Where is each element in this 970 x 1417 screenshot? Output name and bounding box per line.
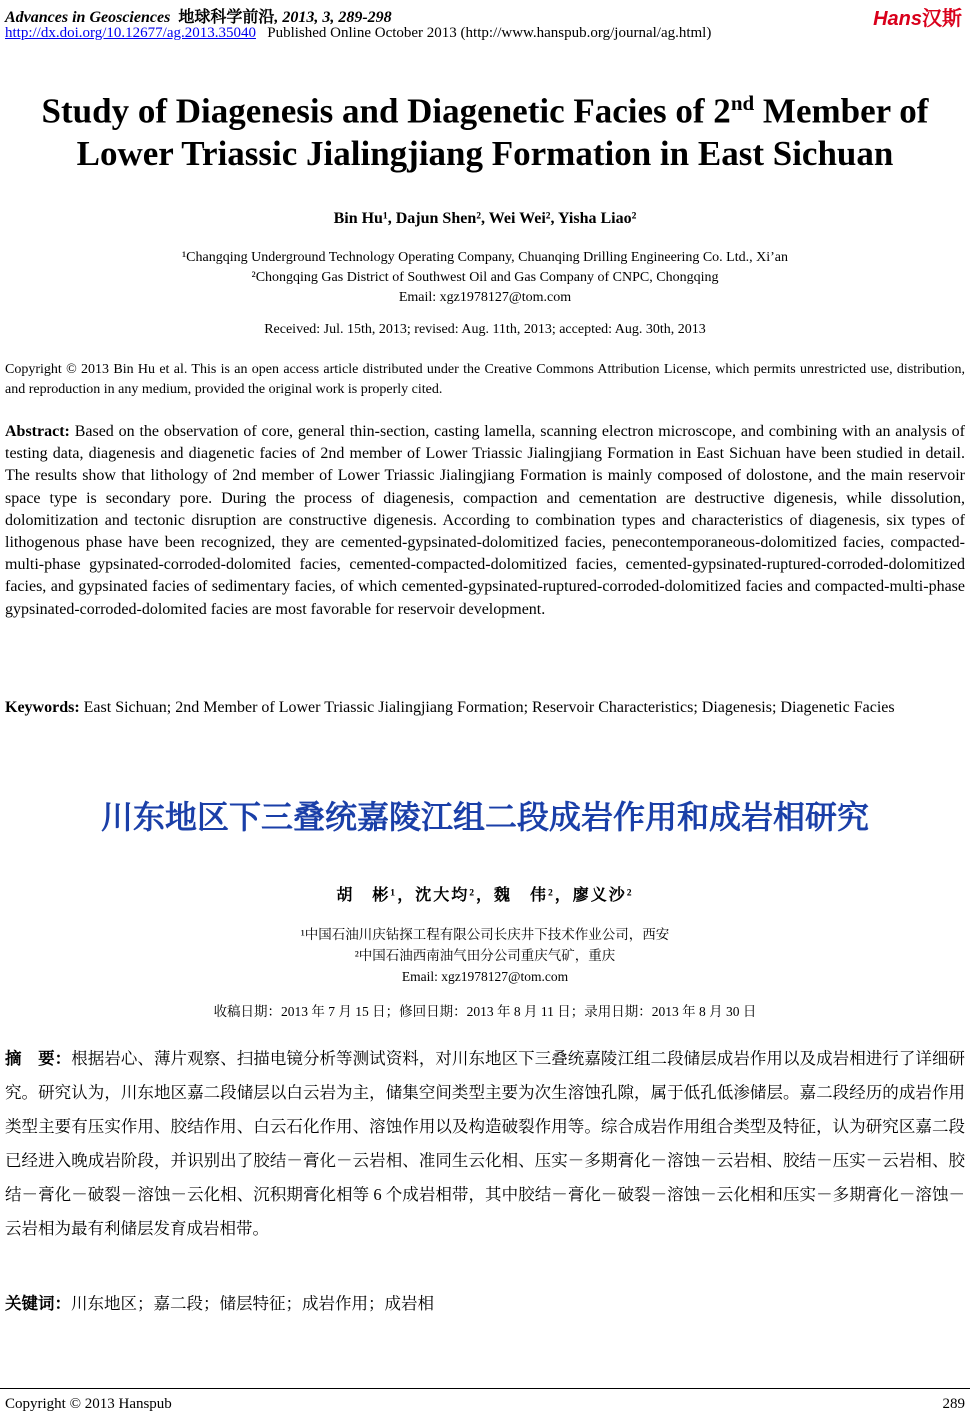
page-number: 289 [942, 1396, 965, 1412]
doi-link[interactable]: http://dx.doi.org/10.12677/ag.2013.35040 [5, 25, 256, 41]
keywords [5, 697, 965, 719]
copyright-notice: Copyright © 2013 Bin Hu et al. This is an open access article distributed under the Creative Commons Attribution License, which permits unrestricted use, distribution, and reproduction in any medium, provided the original work is properly cited. [5, 362, 965, 397]
affiliation: ²中国石油西南油气田分公司重庆气矿，重庆 [354, 948, 616, 963]
paper-title [0, 82, 970, 175]
cn-title: 川东地区下三叠统嘉陵江组二段成岩作用和成岩相研究 [100, 798, 869, 836]
cn-keywords [5, 1290, 434, 1314]
cn-keywords-label: 关键词： [5, 1294, 71, 1313]
email: Email: xgz1978127@tom.com [401, 969, 569, 984]
footer-copyright: Copyright © 2013 Hanspub [5, 1396, 172, 1412]
journal-name-cn: 地球科学前沿 [178, 9, 275, 26]
title-sup: nd [730, 91, 755, 115]
footer-rule [0, 1388, 970, 1389]
title-part: Member of [754, 91, 929, 131]
cn-received-dates: 收稿日期：2013 年 7 月 15 日；修回日期：2013 年 8 月 11 日；录用日期：2013 年 8 月 30 日 [213, 1004, 757, 1019]
cn-abstract-label: 摘 要： [5, 1049, 72, 1068]
affiliation: ¹中国石油川庆钻探工程有限公司长庆井下技术作业公司，西安 [300, 927, 670, 942]
title-part: Lower Triassic Jialingjiang Formation in East Sichuan [76, 133, 894, 173]
citation: , 2013, 3, 289-298 [274, 9, 392, 26]
keywords-text: East Sichuan; 2nd Member of Lower Triassic Jialingjiang Formation; Reservoir Characteristics; Diagenesis; Diagenetic Facies [83, 699, 895, 716]
keywords-label: Keywords: [5, 699, 80, 716]
abstract-text: Based on the observation of core, general thin-section, casting lamella, scanning electron microscope, and combining with an analysis of testing data, diagenesis and diagenetic facies of 2nd member of Lower Triassic Jialingjiang Formation in East Sichuan have been studied in detail. The results show that lithology of 2nd member of Lower Triassic Jialingjiang Formation is mainly composed of dolostone, and the main reservoir space type is secondary pore. During the process of diagenesis, compaction and cementation are destructive digenesis, while dissolution, dolomitization and tectonic disruption are constructive digenesis. According to combination types and characteristics of diagenesis, six types of lithogenous phase have been recognized, they are cemented-gypsinated-dolomitized facies, penecontemporaneous-dolomitized facies, compacted-multi-phase gypsinated-corroded-dolomited facies, cemented-compacted-dolomitized facies, cemented-gypsinated-ruptured-corroded-dolomitized facies, and gypsinated facies of sedimentary facies, of which cemented-gypsinated-ruptured-corroded-dolomitized facies and compacted-multi-phase gypsinated-corroded-dolomited facies are most favorable for reservoir development. [5, 423, 965, 618]
journal-header [5, 4, 392, 27]
cn-abstract-text: 根据岩心、薄片观察、扫描电镜分析等测试资料，对川东地区下三叠统嘉陵江组二段储层成岩作用以及成岩相进行了详细研究。研究认为，川东地区嘉二段储层以白云岩为主，储集空间类型主要为次生溶蚀孔隙，属于低孔低渗储层。嘉二段经历的成岩作用类型主要有压实作用、胶结作用、白云石化作用、溶蚀作用以及构造破裂作用等。综合成岩作用组合类型及特征，认为研究区嘉二段已经进入晚成岩阶段，并识别出了胶结－膏化－云岩相、准同生云化相、压实－多期膏化－溶蚀－云岩相、胶结－压实－云岩相、胶结－膏化－破裂－溶蚀－云化相、沉积期膏化相等 6 个成岩相带，其中胶结－膏化－破裂－溶蚀－云化相和压实－多期膏化－溶蚀－云岩相为最有利储层发育成岩相带。 [5, 1049, 966, 1238]
cn-abstract [5, 1042, 965, 1246]
published-info: Published Online October 2013 (http://www.hanspub.org/journal/ag.html) [267, 25, 712, 41]
authors: Bin Hu¹, Dajun Shen², Wei Wei², Yisha Liao² [333, 210, 637, 227]
affiliation: ²Chongqing Gas District of Southwest Oil and Gas Company of CNPC, Chongqing [251, 270, 719, 285]
affiliation: ¹Changqing Underground Technology Operating Company, Chuanqing Drilling Engineering Co. Ltd., Xi’an [181, 250, 789, 265]
cn-authors: 胡 彬¹，沈大均²，魏 伟²，廖义沙² [336, 887, 634, 904]
received-dates: Received: Jul. 15th, 2013; revised: Aug. 11th, 2013; accepted: Aug. 30th, 2013 [264, 322, 706, 337]
title-part: Study of Diagenesis and Diagenetic Facies of 2 [41, 91, 731, 131]
abstract [5, 421, 965, 621]
cn-affiliations [0, 924, 970, 987]
cn-keywords-text: 川东地区；嘉二段；储层特征；成岩作用；成岩相 [71, 1294, 434, 1313]
email: Email: xgz1978127@tom.com [398, 290, 572, 305]
abstract-label: Abstract: [5, 423, 70, 440]
journal-name: Advances in Geosciences [5, 9, 171, 26]
doi-line [5, 25, 711, 42]
hans-logo: Hans汉斯 [873, 8, 962, 30]
affiliations [0, 248, 970, 308]
